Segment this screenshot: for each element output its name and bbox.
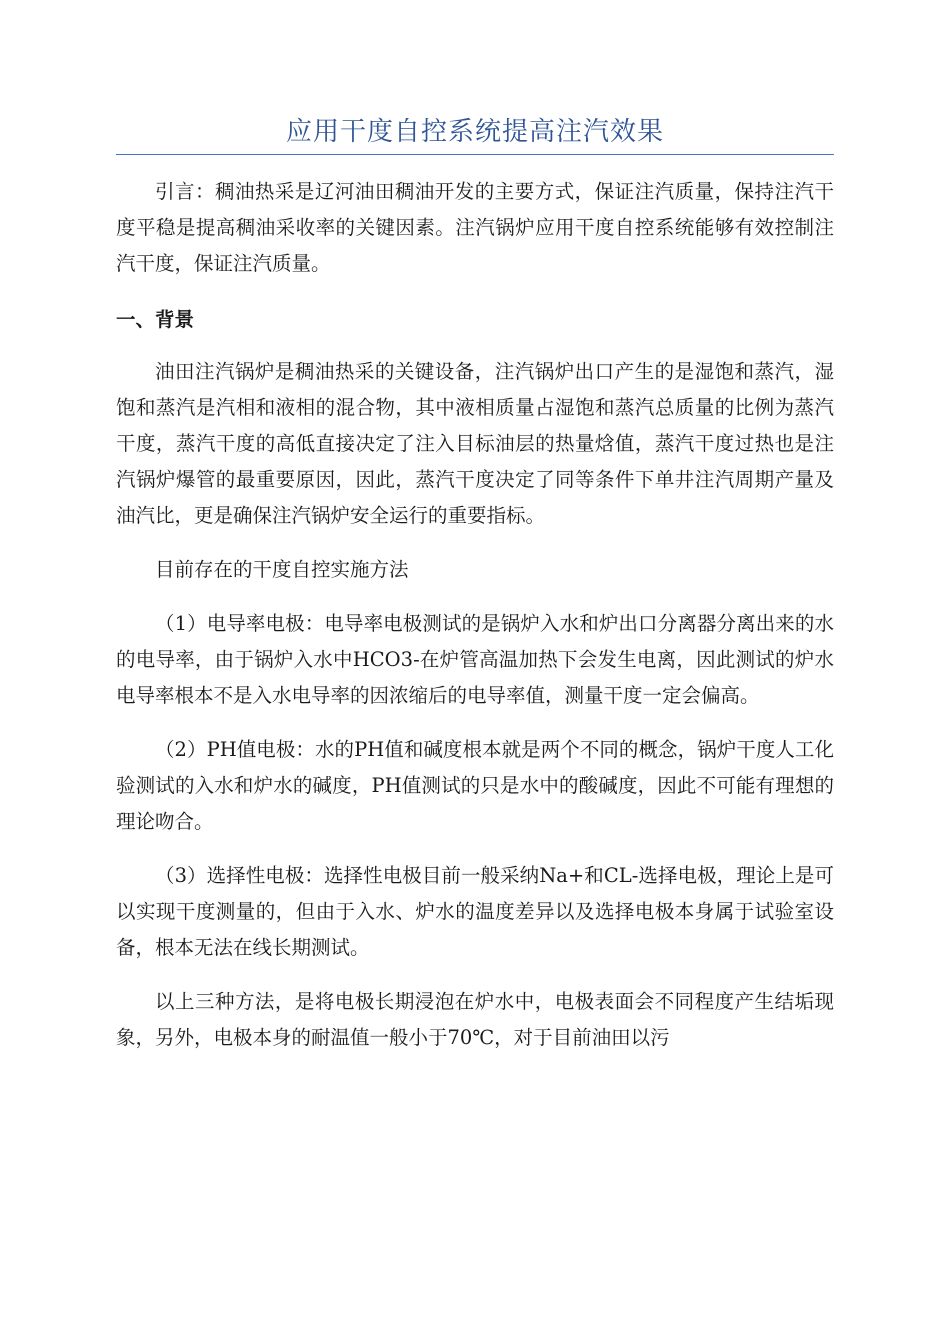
intro-paragraph: 引言：稠油热采是辽河油田稠油开发的主要方式，保证注汽质量，保持注汽干度平稳是提高稠油采收率的关键因素。注汽锅炉应用干度自控系统能够有效控制注汽干度，保证注汽质量。 [116,180,834,275]
method-conductivity-paragraph: （1）电导率电极：电导率电极测试的是锅炉入水和炉出口分离器分离出来的水的电导率，由于锅炉入水中HCO3-在炉管高温加热下会发生电离，因此测试的炉水电导率根本不是入水电导率的因浓缩后的电导率值，测量干度一定会偏高。 [116,612,834,707]
title-underline [116,154,834,155]
document-title: 应用干度自控系统提高注汽效果 [285,117,664,147]
methods-intro-paragraph: 目前存在的干度自控实施方法 [155,558,409,581]
section-heading-background: 一、背景 [116,308,195,331]
method-ph-paragraph: （2）PH值电极：水的PH值和碱度根本就是两个不同的概念，锅炉干度人工化验测试的入水和炉水的碱度，PH值测试的只是水中的酸碱度，因此不可能有理想的理论吻合。 [116,738,834,833]
document-body [116,174,834,1074]
summary-paragraph: 以上三种方法，是将电极长期浸泡在炉水中，电极表面会不同程度产生结垢现象，另外，电极本身的耐温值一般小于70℃，对于目前油田以污 [116,990,834,1049]
method-selective-paragraph: （3）选择性电极：选择性电极目前一般采纳Na+和CL-选择电极，理论上是可以实现干度测量的，但由于入水、炉水的温度差异以及选择电极本身属于试验室设备，根本无法在线长期测试。 [116,864,834,959]
background-paragraph: 油田注汽锅炉是稠油热采的关键设备，注汽锅炉出口产生的是湿饱和蒸汽，湿饱和蒸汽是汽相和液相的混合物，其中液相质量占湿饱和蒸汽总质量的比例为蒸汽干度，蒸汽干度的高低直接决定了注入目标油层的热量焓值，蒸汽干度过热也是注汽锅炉爆管的最重要原因，因此，蒸汽干度决定了同等条件下单井注汽周期产量及油汽比，更是确保注汽锅炉安全运行的重要指标。 [116,360,834,527]
